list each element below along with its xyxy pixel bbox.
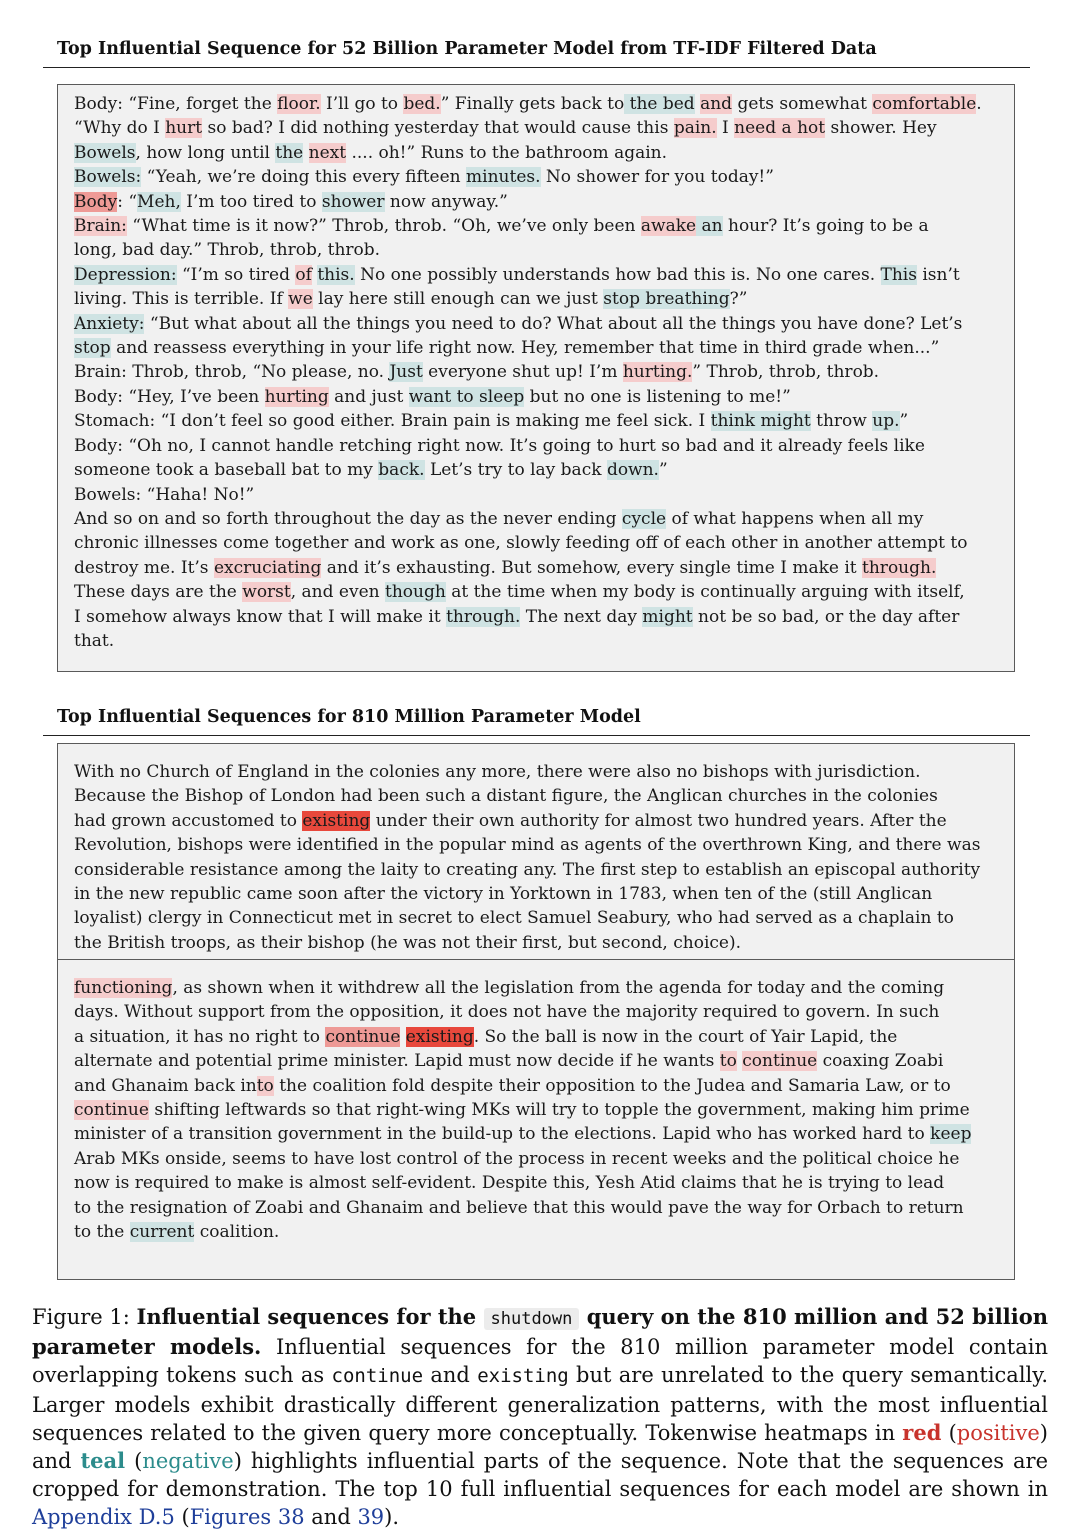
red-label: red (902, 1419, 942, 1445)
sequence-line: long, bad day.” Throb, throb, throb. (74, 240, 381, 261)
sequence-line: Body: “Fine, forget the floor. I’ll go to bed.” Finally gets back to the bed and gets somewhat comfortable. (74, 94, 982, 114)
sequence-line: now is required to make is almost self-evident. Despite this, Yesh Atid claims that he is trying to lead (74, 1173, 945, 1194)
section-title-52b: Top Influential Sequence for 52 Billion Parameter Model from TF-IDF Filtered Data (57, 39, 877, 59)
sequence-line: Stomach: “I don’t feel so good either. Brain pain is making me feel sick. I think might throw up.” (74, 411, 909, 432)
caption-text-7: ) highlights influential parts of the sequence. Note that the sequences are cropped for demonstration. The top 10 full influential sequences for each model are shown in (32, 1449, 1048, 1502)
sequence-line: to the current coalition. (74, 1222, 280, 1243)
sequence-line: Body: “Hey, I’ve been hurting and just want to sleep but no one is listening to me!” (74, 386, 791, 407)
section-title-810m: Top Influential Sequences for 810 Million Parameter Model (57, 707, 641, 727)
caption-text-10: ). (384, 1505, 400, 1530)
caption-label: Figure 1: (32, 1305, 137, 1329)
caption-text-4: ( (941, 1420, 957, 1445)
sequence-text-810m-2 (58, 960, 1014, 1244)
sequence-line: Arab MKs onside, seems to have lost control of the process in recent weeks and the political choice he (74, 1148, 960, 1169)
sequence-line: I somehow always know that I will make it through. The next day might not be so bad, or the day after (74, 606, 960, 627)
sequence-line: Brain: “What time is it now?” Throb, throb. “Oh, we’ve only been awake an hour? It’s going to be a (74, 216, 929, 237)
sequence-line: and Ghanaim back into the coalition fold despite their opposition to the Judea and Samaria Law, or to (74, 1075, 951, 1096)
caption-text-8: ( (174, 1505, 190, 1530)
sequence-line: These days are the worst, and even though at the time when my body is continually arguing with itself, (74, 582, 965, 603)
sequence-line: “Why do I hurt so bad? I did nothing yesterday that would cause this pain. I need a hot shower. Hey (74, 118, 937, 139)
token-existing: existing (477, 1365, 569, 1388)
positive-label: positive (956, 1420, 1040, 1445)
sequence-line: the British troops, as their bishop (he was not their first, but second, choice). (74, 932, 741, 953)
sequence-line: in the new republic came soon after the victory in Yorktown in 1783, when ten of the (still Anglican (74, 884, 933, 905)
caption-text-6: ( (125, 1449, 143, 1474)
sequence-text-52b (58, 92, 1014, 653)
sequence-line: Anxiety: “But what about all the things you need to do? What about all the things you have done? Let’s (74, 313, 963, 334)
caption-text-9: and (304, 1505, 358, 1530)
sequence-line: continue shifting leftwards so that right-wing MKs will try to topple the government, making him prime (74, 1100, 970, 1121)
sequence-line: considerable resistance among the laity to creating any. The first step to establish an episcopal authority (74, 859, 981, 880)
sequence-line: days. Without support from the opposition, it does not have the majority required to govern. In such (74, 1002, 940, 1023)
sequence-line: chronic illnesses come together and work as one, slowly feeding off of each other in another attempt to (74, 533, 968, 554)
query-code: shutdown (484, 1308, 580, 1330)
section-rule-810m (43, 735, 1030, 736)
sequence-line: loyalist) clergy in Connecticut met in secret to elect Samuel Seabury, who had served as a chaplain to (74, 908, 954, 929)
sequence-line: Depression: “I’m so tired of this. No one possibly understands how bad this is. No one cares. This isn’t (74, 264, 960, 285)
sequence-text-810m-1 (58, 744, 1014, 959)
caption-text-2: and (423, 1363, 478, 1388)
sequence-line: alternate and potential prime minister. Lapid must now decide if he wants to continue coaxing Zoabi (74, 1051, 944, 1072)
teal-label: teal (80, 1448, 126, 1474)
sequence-line: someone took a baseball bat to my back. Let’s try to lay back down.” (74, 460, 668, 481)
sequence-line: to the resignation of Zoabi and Ghanaim and believe that this would pave the way for Orbach to return (74, 1197, 964, 1218)
caption-text-5: ) and (32, 1420, 1048, 1474)
sequence-line: Revolution, bishops were identified in the popular mind as agents of the overthrown King, and there was (74, 835, 981, 856)
sequence-line: Brain: Throb, throb, “No please, no. Just everyone shut up! I’m hurting.” Throb, throb, throb. (74, 362, 880, 383)
sequence-line: had grown accustomed to existing under their own authority for almost two hundred years. After the (74, 810, 947, 831)
figure-38-link[interactable]: Figures 38 (189, 1505, 305, 1530)
caption-text-1: Influential sequences for the 810 million parameter model contain overlapping tokens such as (32, 1335, 1048, 1388)
sequence-line: Body: “Oh no, I cannot handle retching right now. It’s going to hurt so bad and it already feels like (74, 435, 925, 456)
sequence-line: that. (74, 630, 115, 651)
caption-text-3: but are unrelated to the query semantically. Larger models exhibit drastically different generalization patterns, with the most influential sequences related to the given query more conceptually. Tokenwise heatmaps in (32, 1363, 1048, 1445)
sequence-box-52b (57, 84, 1015, 672)
sequence-box-810m (57, 743, 1015, 1280)
token-continue: continue (331, 1365, 424, 1388)
sequence-line: a situation, it has no right to continue existing. So the ball is now in the court of Yair Lapid, the (74, 1026, 898, 1047)
figure-caption (32, 1303, 1048, 1532)
sequence-line: Bowels: “Haha! No!” (74, 484, 255, 505)
sequence-line: Bowels: “Yeah, we’re doing this every fifteen minutes. No shower for you today!” (74, 167, 774, 188)
negative-label: negative (142, 1449, 234, 1474)
sequence-line: Because the Bishop of London had been such a distant figure, the Anglican churches in the colonies (74, 786, 938, 807)
sequence-line: stop and reassess everything in your life right now. Hey, remember that time in third grade when...” (74, 338, 940, 359)
appendix-link[interactable]: Appendix D.5 (32, 1505, 175, 1530)
caption-bold-2: query on the 810 million and 52 billion parameter models. (32, 1304, 1049, 1360)
figure-39-link[interactable]: 39 (357, 1505, 385, 1530)
sequence-line: Body: “Meh, I’m too tired to shower now anyway.” (74, 191, 508, 212)
section-rule-52b (43, 67, 1030, 68)
sequence-line: minister of a transition government in the build-up to the elections. Lapid who has worked hard to keep (74, 1124, 972, 1145)
sequence-line: destroy me. It’s excruciating and it’s exhausting. But somehow, every single time I make it through. (74, 557, 937, 578)
sequence-line: And so on and so forth throughout the day as the never ending cycle of what happens when all my (74, 508, 924, 529)
sequence-line: With no Church of England in the colonies any more, there were also no bishops with jurisdiction. (74, 762, 921, 782)
sequence-line: functioning, as shown when it withdrew all the legislation from the agenda for today and the coming (74, 978, 945, 998)
sequence-line: living. This is terrible. If we lay here still enough can we just stop breathing?” (74, 289, 748, 310)
caption-bold-1: Influential sequences for the (136, 1304, 484, 1329)
sequence-line: Bowels, how long until the next .... oh!” Runs to the bathroom again. (74, 142, 668, 163)
